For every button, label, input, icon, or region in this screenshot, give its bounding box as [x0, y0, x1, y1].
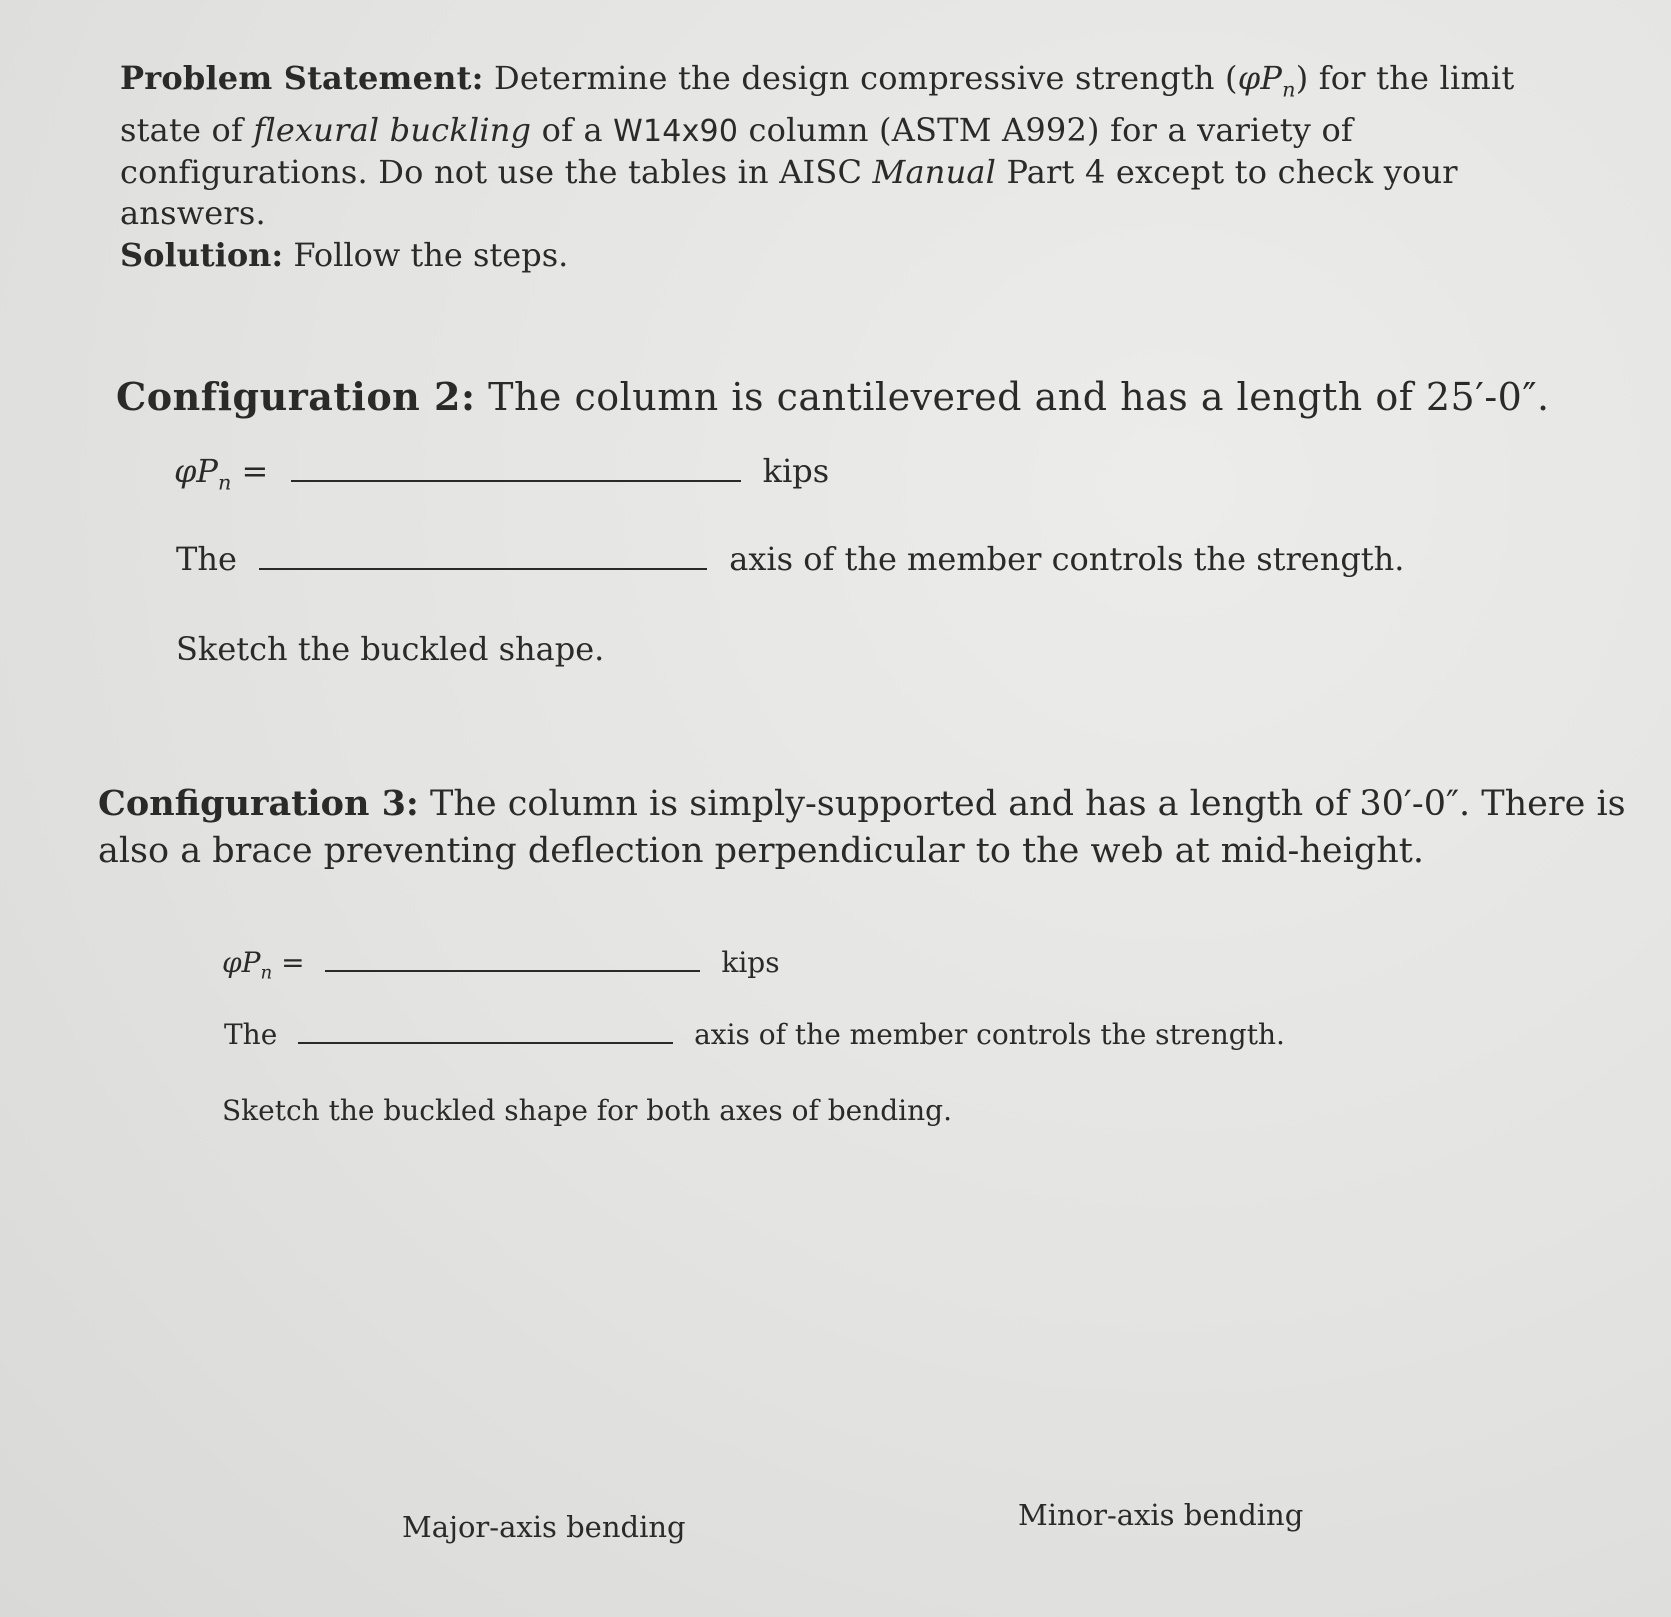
config3-equals: = [281, 946, 305, 979]
config2-phi-label: φP [174, 452, 218, 490]
solution-heading: Solution: [120, 236, 284, 274]
config3-units: kips [721, 946, 780, 979]
problem-heading: Problem Statement: [120, 59, 484, 97]
config3-phi-answer-blank[interactable] [325, 970, 700, 972]
config2-heading: Configuration 2: [116, 374, 476, 419]
config2-phi-row [174, 452, 829, 494]
config3-statement [98, 780, 1638, 875]
config3-heading: Configuration 3: [98, 783, 419, 824]
config3-phi-row [222, 946, 780, 984]
config2-phi-answer-blank[interactable] [291, 480, 741, 482]
problem-flexural-buckling: flexural buckling [253, 111, 532, 150]
config2-units: kips [762, 452, 830, 490]
problem-phi-sub: n [1282, 77, 1296, 102]
config2-phi-sub: n [217, 470, 232, 495]
config2-the: The [176, 540, 237, 578]
config2-axis-row [176, 540, 1404, 578]
config3-phi-sub: n [260, 962, 273, 984]
config2-sketch-prompt: Sketch the buckled shape. [176, 630, 605, 668]
config2-statement [116, 374, 1550, 419]
config3-text: The column is simply-supported and has a length of 30′-0″. There is also a brace preventing deflection perpendicular to the web at mid-height. [98, 784, 1626, 871]
config3-axis-answer-blank[interactable] [298, 1042, 673, 1044]
problem-phi-pn: φP [1237, 59, 1283, 97]
problem-statement [120, 58, 1550, 234]
config3-the: The [224, 1018, 278, 1051]
config2-axis-answer-blank[interactable] [259, 568, 707, 570]
solution-text: Follow the steps. [293, 236, 569, 274]
minor-axis-label: Minor-axis bending [1018, 1498, 1304, 1532]
config3-phi-label: φP [222, 946, 261, 979]
problem-text-4: column (ASTM A992) for a variety of configurations. Do not use the tables in AISC [120, 111, 1353, 192]
problem-text-2: ) for the limit state of [120, 59, 1515, 150]
config2-axis-text: axis of the member controls the strength. [729, 540, 1405, 578]
problem-manual: Manual [872, 153, 997, 192]
solution-line [120, 236, 568, 274]
config3-sketch-prompt: Sketch the buckled shape for both axes of bending. [222, 1094, 952, 1127]
config3-axis-row [224, 1018, 1285, 1051]
problem-text-1: Determine the design compressive strength ( [493, 59, 1238, 97]
config3-axis-text: axis of the member controls the strength. [694, 1018, 1285, 1051]
config2-equals: = [241, 452, 269, 490]
problem-section: W14x90 [613, 114, 739, 150]
config2-text: The column is cantilevered and has a length of 25′-0″. [488, 375, 1550, 419]
major-axis-label: Major-axis bending [402, 1510, 686, 1544]
problem-text-3: of a [531, 111, 614, 150]
problem-text-5: Part 4 except to check your answers. [120, 153, 1458, 233]
